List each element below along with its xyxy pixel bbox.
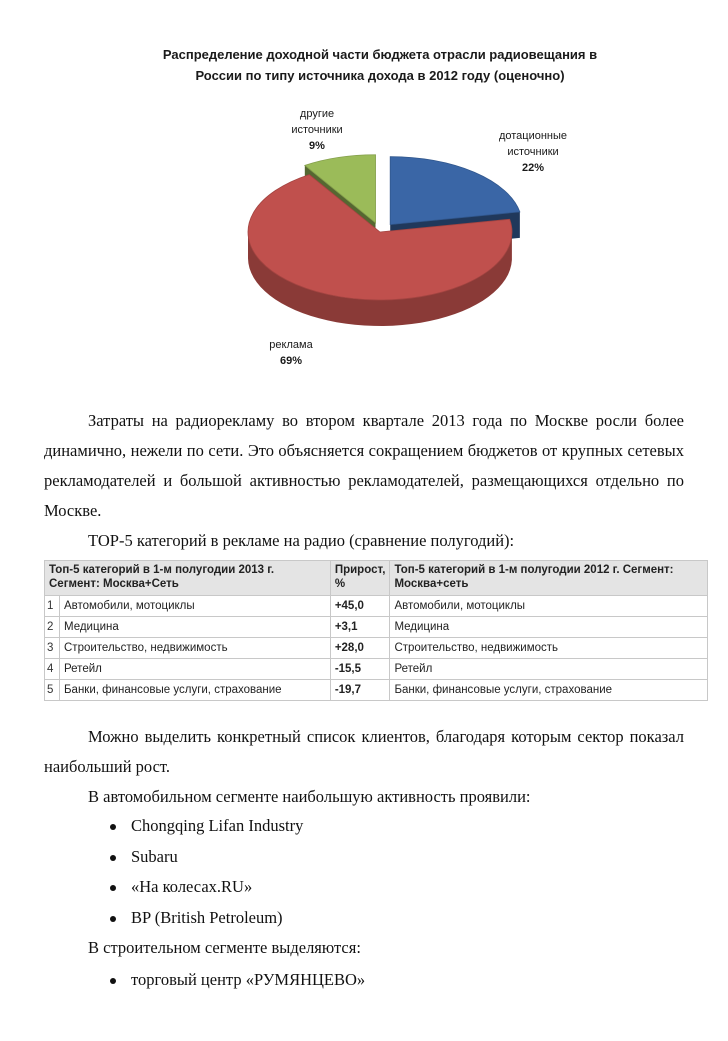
cell-category-2013: Ретейл [60,659,331,680]
table-header-row [45,561,708,596]
paragraph-clients: Можно выделить конкретный список клиентов, благодаря которым сектор показал наибольший рост. [44,727,684,776]
slice-label-text: дотационные [498,130,568,142]
paragraph-radio-ads: Затраты на радиорекламу во втором квартале 2013 года по Москве росли более динамично, нежели по сети. Это объясняется сокращением бюджетов от крупных сетевых рекламодателей и большой активностью рекламодателей, размещающихся отдельно по Москве. [44,411,684,520]
list-item [104,811,303,842]
bullet-icon [110,855,116,861]
slice-value-label: 9% [309,140,325,152]
table-row [45,680,708,701]
slice-value-label: 22% [521,162,545,174]
table-row [45,638,708,659]
list-item [104,903,303,934]
list-item [104,965,365,996]
table-body [45,596,708,701]
slice-label-ads [246,337,336,369]
cell-category-2013: Автомобили, мотоциклы [60,596,331,617]
cell-category-2013: Банки, финансовые услуги, страхование [60,680,331,701]
paragraph-construction-segment: В строительном сегменте выделяются: [88,938,361,957]
cell-category-2012: Медицина [390,617,708,638]
list-item-text: «На колесах.RU» [131,877,253,896]
slice-label-text: источники [507,146,559,158]
cell-category-2012: Ретейл [390,659,708,680]
cell-category-2013: Строительство, недвижимость [60,638,331,659]
paragraph-auto-segment: В автомобильном сегменте наибольшую активность проявили: [88,787,531,806]
header-growth: Прирост, % [330,561,390,596]
table-row [45,596,708,617]
bullet-icon [110,824,116,830]
bullet-icon [110,978,116,984]
cell-growth: +45,0 [330,596,390,617]
row-number: 1 [45,596,60,617]
paragraph-top5-intro: ТОР-5 категорий в рекламе на радио (сравнение полугодий): [88,531,515,550]
list-item-text: BP (British Petroleum) [131,907,283,927]
slice-label-text: реклама [269,339,313,351]
cell-growth: +28,0 [330,638,390,659]
slice-label-subsidy [478,128,588,176]
cell-category-2012: Строительство, недвижимость [390,638,708,659]
cell-category-2012: Банки, финансовые услуги, страхование [390,680,708,701]
list-item-text: Chongqing Lifan Industry [131,816,304,835]
header-2013: Топ-5 категорий в 1-м полугодии 2013 г. Сегмент: Москва+Сеть [45,561,331,596]
row-number: 3 [45,638,60,659]
bullet-icon [110,885,116,891]
auto-clients-list [104,811,303,933]
construction-clients-list [104,965,365,996]
slice-label-text: источники [291,124,343,136]
header-2012: Топ-5 категорий в 1-м полугодии 2012 г. Сегмент: Москва+сеть [390,561,708,596]
list-item [104,872,303,903]
table-row [45,659,708,680]
row-number: 4 [45,659,60,680]
chart-title: Распределение доходной части бюджета отрасли радиовещания в России по типу источника дохода в 2012 году (оценочно) [162,47,598,83]
row-number: 5 [45,680,60,701]
list-item [104,842,303,873]
bullet-icon [110,916,116,922]
list-item-text: Subaru [131,846,178,866]
cell-growth: -19,7 [330,680,390,701]
cell-category-2013: Медицина [60,617,331,638]
slice-value-label: 69% [279,355,303,367]
top5-table [44,560,708,701]
cell-growth: -15,5 [330,659,390,680]
slice-label-other [272,106,362,154]
cell-category-2012: Автомобили, мотоциклы [390,596,708,617]
row-number: 2 [45,617,60,638]
slice-label-text: другие [299,108,335,120]
list-item-text: торговый центр «РУМЯНЦЕВО» [131,970,366,989]
cell-growth: +3,1 [330,617,390,638]
table-row [45,617,708,638]
